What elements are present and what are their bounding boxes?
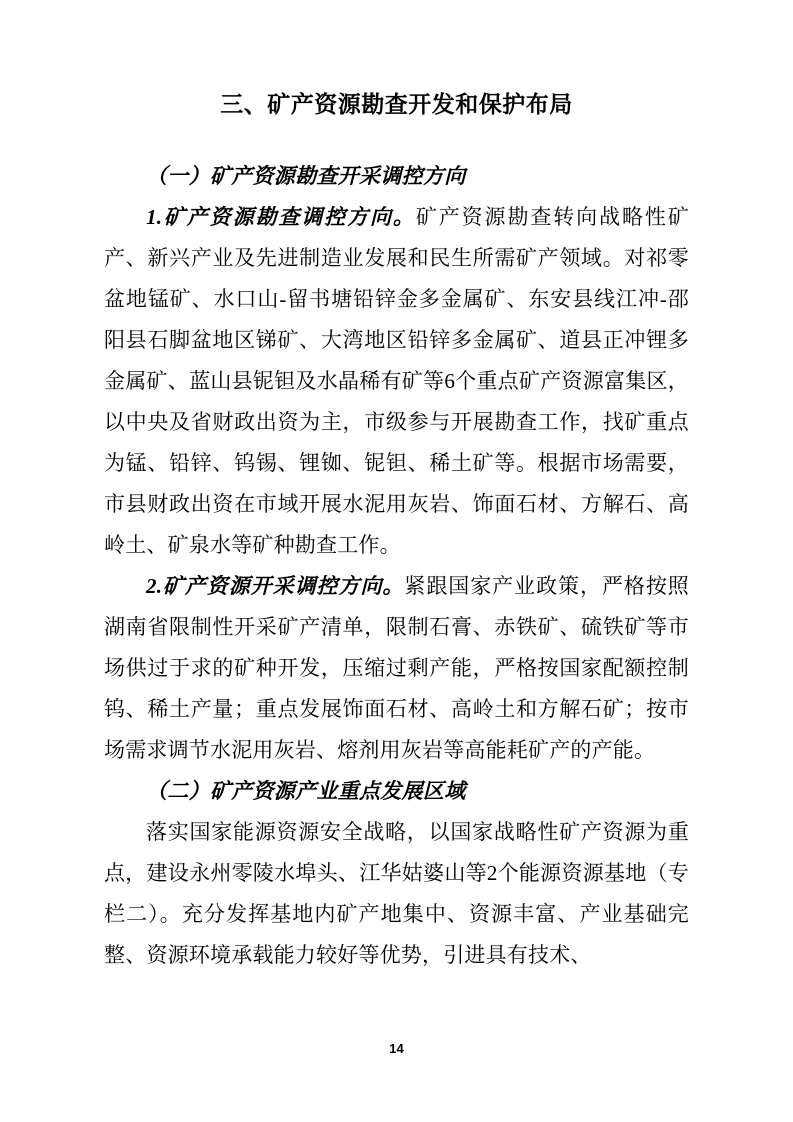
paragraph-1 [104, 197, 689, 566]
paragraph-3: 落实国家能源资源安全战略，以国家战略性矿产资源为重点，建设永州零陵水埠头、江华姑婆山等2个能源资源基地（专栏二）。充分发挥基地内矿产地集中、资源丰富、产业基础完整、资源环境承载能力较好等优势，引进具有技术、 [104, 820, 689, 967]
page-title: 三、矿产资源勘查开发和保护布局 [220, 91, 573, 117]
subsection-heading-2: （二）矿产资源产业重点发展区域 [146, 779, 466, 803]
paragraph-1-body: 矿产资源勘查转向战略性矿产、新兴产业及先进制造业发展和民生所需矿产领域。对祁零盆地锰矿、水口山-留书塘铅锌金多金属矿、东安县线江冲-邵阳县石脚盆地区锑矿、大湾地区铅锌多金属矿、道县正冲锂多金属矿、蓝山县铌钽及水晶稀有矿等6个重点矿产资源富集区，以中央及省财政出资为主，市级参与开展勘查工作，找矿重点为锰、铅锌、钨锡、锂铷、铌钽、稀土矿等。根据市场需要，市县财政出资在市域开展水泥用灰岩、饰面石材、方解石、高岭土、矿泉水等矿种勘查工作。 [104, 205, 689, 557]
paragraph-2-lead: 2.矿产资源开采调控方向。 [146, 574, 405, 598]
subsection-heading-1: （一）矿产资源勘查开采调控方向 [146, 164, 466, 188]
page-content [104, 86, 689, 976]
paragraph-2 [104, 566, 689, 771]
paragraph-2-body: 紧跟国家产业政策，严格按照湖南省限制性开采矿产清单，限制石膏、赤铁矿、硫铁矿等市场供过于求的矿种开发，压缩过剩产能，严格按国家配额控制钨、稀土产量；重点发展饰面石材、高岭土和方解石矿；按市场需求调节水泥用灰岩、熔剂用灰岩等高能耗矿产的产能。 [104, 574, 689, 762]
page-number: 14 [389, 1041, 404, 1056]
paragraph-1-lead: 1.矿产资源勘查调控方向。 [146, 205, 416, 229]
